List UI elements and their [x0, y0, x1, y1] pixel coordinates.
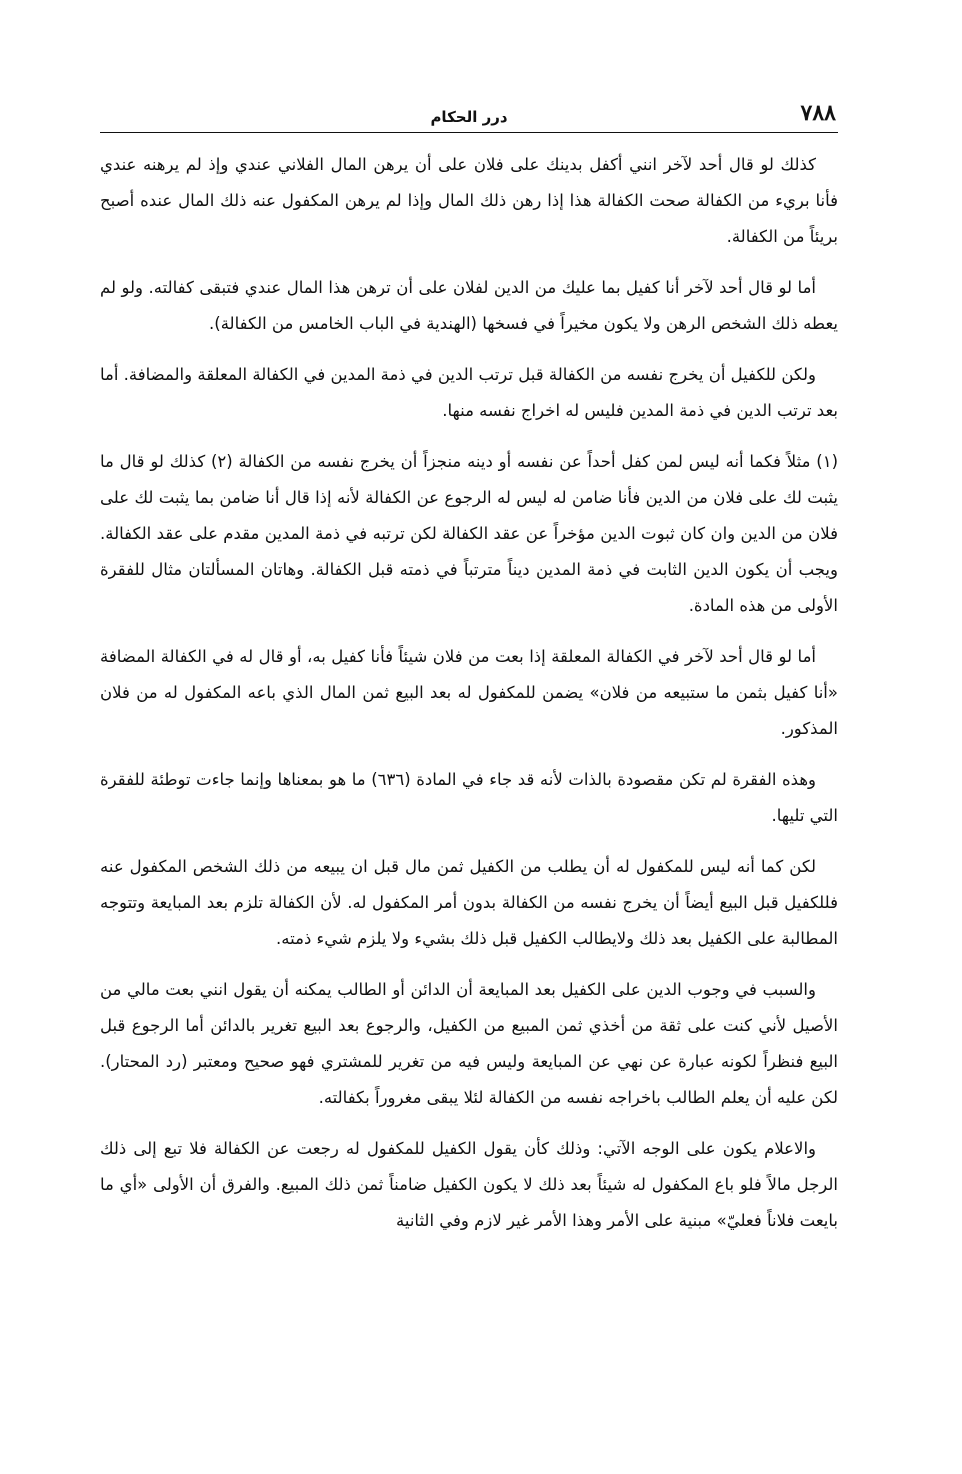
paragraph: ولكن للكفيل أن يخرج نفسه من الكفالة قبل ترتب الدين في ذمة المدين في الكفالة المعلقة والمضافة. أما بعد ترتب الدين في ذمة المدين فليس له اخراج نفسه منها. — [99, 365, 838, 420]
paragraph: كذلك لو قال أحد لآخر انني أكفل بدينك على فلان على أن يرهن المال الفلاني عندي وإذ لم يرهنه عندي فأنا بريء من الكفالة صحت الكفالة هذا إذا رهن ذلك المال وإذا لم يرهن المكفول عنه ذلك المال عنده أصبح بريئاً من الكفالة. — [100, 155, 838, 246]
paragraph: أما لو قال أحد لآخر أنا كفيل بما عليك من الدين لفلان على أن ترهن هذا المال عندي فتبقى كفالته. ولو لم يعطه ذلك الشخص الرهن ولا يكون مخيراً في فسخها (الهندية في الباب الخامس من الكفالة). — [100, 278, 838, 333]
paragraph: والسبب في وجوب الدين على الكفيل بعد المبايعة أن الدائن أو الطالب يمكنه أن يقول انني بعت مالي من الأصيل لأني كنت على ثقة من أخذي ثمن المبيع من الكفيل، والرجوع بعد البيع تغرير بالدائن أما الرجوع قبل البيع فنظراً لكونه عبارة عن نهي عن المبايعة وليس فيه من تغرير للمشتري فهو صحيح ومعتبر (رد المحتار). لكن عليه أن يعلم الطالب باخراجه نفسه من الكفالة لئلا يبقى مغروراً بكفالته. — [100, 980, 838, 1107]
paragraph: لكن كما أنه ليس للمكفول له أن يطلب من الكفيل ثمن مال قبل ان يبيعه من ذلك الشخص المكفول عنه فللكفيل قبل البيع أيضاً أن يخرج نفسه من الكفالة بدون أمر المكفول له. لأن الكفالة تلزم بعد المبايعة وتتوجه المطالبة على الكفيل بعد ذلك ولايطالب الكفيل قبل ذلك بشيء ولا يلزم شيء ذمته. — [100, 857, 838, 948]
page-header — [100, 96, 838, 133]
document-page — [100, 96, 838, 1254]
paragraph: (١) مثلاً فكما أنه ليس لمن كفل أحداً عن نفسه أو دينه منجزاً أن يخرج نفسه من الكفالة (٢) كذلك لو قال ما يثبت لك على فلان من الدين فأنا ضامن له ليس له الرجوع عن الكفالة لأنه إذا قال أنا ضامن بما يثبت لك على فلان من الدين وان كان ثبوت الدين مؤخراً عن عقد الكفالة لكن ترتبه في ذمة المدين مقدم على عقد الكفالة. ويجب أن يكون الدين الثابت في ذمة المدين ديناً مترتباً في ذمته قبل الكفالة. وهاتان المسألتان مثال للفقرة الأولى من هذه المادة. — [100, 452, 839, 615]
paragraph: وهذه الفقرة لم تكن مقصودة بالذات لأنه قد جاء في المادة (٦٣٦) ما هو بمعناها وإنما جاءت توطئة للفقرة التي تليها. — [100, 770, 838, 825]
paragraph: والاعلام يكون على الوجه الآتي: وذلك كأن يقول الكفيل للمكفول له رجعت عن الكفالة فلا تبع إلى ذلك الرجل مالاً فلو باع المكفول له شيئاً بعد ذلك لا يكون الكفيل ضامناً ثمن ذلك المبيع. والفرق أن الأولى «أي ما بايعت فلاناً فعليّ» مبنية على الأمر وهذا الأمر غير لازم وفي الثانية — [100, 1139, 838, 1230]
running-title: درر الحكام — [430, 108, 508, 126]
paragraph: أما لو قال أحد لآخر في الكفالة المعلقة إذا بعت من فلان شيئاً فأنا كفيل به، أو قال له في الكفالة المضافة «أنا كفيل بثمن ما ستبيعه من فلان» يضمن للمكفول له بعد البيع ثمن المال الذي باعه المكفول له من فلان المذكور. — [100, 647, 838, 738]
page-number: ٧٨٨ — [800, 100, 836, 126]
body-text — [100, 147, 838, 1239]
